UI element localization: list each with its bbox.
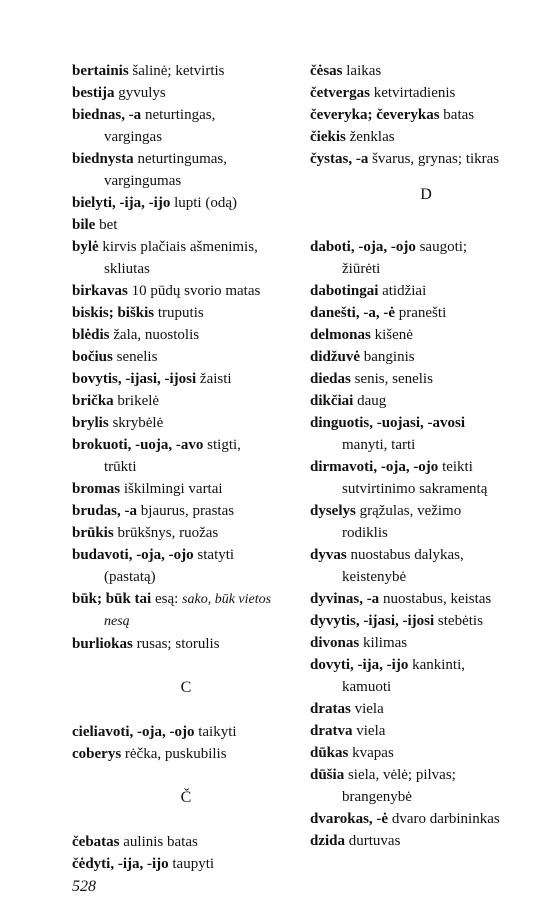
- dictionary-entry: [72, 743, 300, 765]
- headword: bielyti, -ija, -ijo: [72, 195, 171, 211]
- definition: neturtingas,: [144, 107, 216, 123]
- headword: čėsas: [310, 63, 343, 79]
- headword: delmonas: [310, 327, 371, 343]
- headword: dovyti, -ija, -ijo: [310, 657, 409, 673]
- definition: taupyti: [172, 856, 215, 872]
- definition-continued: rodiklis: [342, 525, 388, 541]
- headword: dinguotis, -uojasi, -avosi: [310, 415, 466, 431]
- definition-continued: skliutas: [104, 261, 150, 277]
- definition: taikyti: [198, 724, 237, 740]
- definition-continued: keistenybė: [342, 569, 407, 585]
- headword: biednysta: [72, 151, 134, 167]
- definition: brūkšnys, ruožas: [117, 525, 219, 541]
- definition-continued: kamuoti: [342, 679, 392, 695]
- definition: kankinti,: [412, 657, 465, 673]
- dictionary-entry: [72, 302, 300, 324]
- headword: brūkis: [72, 525, 114, 541]
- dictionary-entry: [72, 82, 300, 104]
- headword: dratva: [310, 723, 353, 739]
- headword: danešti, -a, -ė: [310, 305, 395, 321]
- definition: kišenė: [374, 327, 413, 343]
- dictionary-entry: [310, 456, 542, 500]
- dictionary-entry: [310, 808, 542, 830]
- headword: birkavas: [72, 283, 128, 299]
- definition-continued: vargingumas: [104, 173, 182, 189]
- headword: čebatas: [72, 834, 120, 850]
- headword: didžuvė: [310, 349, 361, 365]
- example-continued: nesą: [104, 614, 130, 629]
- headword: čiekis: [310, 129, 346, 145]
- dictionary-entry: [72, 478, 300, 500]
- right-column: [310, 60, 542, 852]
- dictionary-entry: [72, 104, 300, 148]
- dictionary-entry: [310, 280, 542, 302]
- section-heading-d: D: [420, 186, 432, 203]
- headword: biednas, -a: [72, 107, 142, 123]
- headword: dabotingai: [310, 283, 379, 299]
- dictionary-entry: [310, 324, 542, 346]
- definition: daug: [357, 393, 387, 409]
- dictionary-entry: [310, 698, 542, 720]
- definition: statyti: [197, 547, 235, 563]
- definition: laikas: [346, 63, 382, 79]
- dictionary-entry: [310, 610, 542, 632]
- definition-continued: sutvirtinimo sakramentą: [342, 481, 488, 497]
- definition: pranešti: [398, 305, 447, 321]
- page-number: 528: [72, 878, 96, 895]
- headword: čėdyti, -ija, -ijo: [72, 856, 169, 872]
- headword: dikčiai: [310, 393, 354, 409]
- definition: atidžiai: [382, 283, 427, 299]
- dictionary-entry: [310, 302, 542, 324]
- headword: bile: [72, 217, 96, 233]
- dictionary-entry: [72, 60, 300, 82]
- definition: kirvis plačiais ašmenimis,: [102, 239, 258, 255]
- definition: neturtingumas,: [137, 151, 228, 167]
- headword: bočius: [72, 349, 113, 365]
- definition: kilimas: [362, 635, 408, 651]
- dictionary-entry: [310, 544, 542, 588]
- definition: siela, vėlė; pilvas;: [347, 767, 456, 783]
- entries-d: [310, 236, 542, 852]
- dictionary-entry: [72, 853, 300, 875]
- dictionary-entry: [72, 192, 300, 214]
- definition: viela: [354, 701, 384, 717]
- headword: daboti, -oja, -ojo: [310, 239, 416, 255]
- headword: brokuoti, -uoja, -avo: [72, 437, 204, 453]
- definition: dvaro darbininkas: [391, 811, 500, 827]
- dictionary-entry: [310, 830, 542, 852]
- definition-continued: trūkti: [104, 459, 137, 475]
- headword: burliokas: [72, 636, 133, 652]
- definition-continued: žiūrėti: [342, 261, 381, 277]
- definition: stigti,: [207, 437, 241, 453]
- dictionary-entry: [310, 500, 542, 544]
- definition-continued: vargingas: [104, 129, 163, 145]
- headword: dzida: [310, 833, 346, 849]
- dictionary-entry: [72, 721, 300, 743]
- entries-b: [72, 60, 300, 655]
- headword: dratas: [310, 701, 351, 717]
- dictionary-entry: [72, 412, 300, 434]
- headword: bromas: [72, 481, 121, 497]
- definition: rusas; storulis: [136, 636, 220, 652]
- definition: esą:: [154, 591, 179, 607]
- headword: coberys: [72, 746, 122, 762]
- definition: banginis: [363, 349, 415, 365]
- headword: dvarokas, -ė: [310, 811, 389, 827]
- headword: cieliavoti, -oja, -ojo: [72, 724, 195, 740]
- dictionary-entry: [72, 324, 300, 346]
- definition: gyvulys: [118, 85, 166, 101]
- dictionary-entry: [72, 434, 300, 478]
- headword: četvergas: [310, 85, 370, 101]
- headword: dūšia: [310, 767, 345, 783]
- section-heading-ch: Č: [180, 789, 192, 806]
- definition: šalinė; ketvirtis: [132, 63, 225, 79]
- dictionary-entry: [310, 148, 542, 170]
- dictionary-entry: [310, 742, 542, 764]
- dictionary-entry: [72, 148, 300, 192]
- entries-ch: [72, 831, 300, 875]
- definition: viela: [356, 723, 386, 739]
- headword: budavoti, -oja, -ojo: [72, 547, 194, 563]
- definition: 10 pūdų svorio matas: [131, 283, 261, 299]
- definition: švarus, grynas; tikras: [372, 151, 500, 167]
- definition: lupti (odą): [174, 195, 237, 211]
- headword: bestija: [72, 85, 115, 101]
- entries-c: [72, 721, 300, 765]
- dictionary-entry: [310, 236, 542, 280]
- dictionary-entry: [72, 522, 300, 544]
- example: sako, būk vietos: [182, 592, 272, 607]
- dictionary-entry: [72, 500, 300, 522]
- dictionary-entry: [310, 104, 542, 126]
- dictionary-entry: [310, 412, 542, 456]
- definition-continued: brangenybė: [342, 789, 412, 805]
- headword: bovytis, -ijasi, -ijosi: [72, 371, 197, 387]
- definition: durtuvas: [348, 833, 401, 849]
- left-column: [72, 60, 300, 875]
- definition: ketvirtadienis: [373, 85, 456, 101]
- definition: teikti: [442, 459, 473, 475]
- headword: dyvytis, -ijasi, -ijosi: [310, 613, 435, 629]
- definition: grąžulas, vežimo: [359, 503, 462, 519]
- dictionary-entry: [310, 368, 542, 390]
- definition-continued: manyti, tarti: [342, 437, 416, 453]
- definition: skrybėlė: [112, 415, 164, 431]
- dictionary-entry: [310, 654, 542, 698]
- dictionary-entry: [310, 588, 542, 610]
- definition: bet: [99, 217, 118, 233]
- headword: bertainis: [72, 63, 129, 79]
- dictionary-entry: [72, 831, 300, 853]
- dictionary-entry: [310, 82, 542, 104]
- dictionary-entry: [72, 236, 300, 280]
- dictionary-entry: [72, 588, 300, 633]
- definition: aulinis batas: [123, 834, 198, 850]
- definition: kvapas: [352, 745, 394, 761]
- entries-ch-continued: [310, 60, 542, 170]
- definition: brikelė: [117, 393, 160, 409]
- headword: dyvinas, -a: [310, 591, 380, 607]
- dictionary-entry: [310, 764, 542, 808]
- definition: bjaurus, prastas: [140, 503, 235, 519]
- headword: dyselys: [310, 503, 356, 519]
- headword: dūkas: [310, 745, 349, 761]
- definition: truputis: [157, 305, 204, 321]
- headword: brička: [72, 393, 114, 409]
- definition: stebėtis: [437, 613, 483, 629]
- dictionary-entry: [72, 280, 300, 302]
- definition: batas: [443, 107, 475, 123]
- dictionary-entry: [310, 60, 542, 82]
- definition: ženklas: [349, 129, 395, 145]
- dictionary-entry: [72, 346, 300, 368]
- dictionary-entry: [72, 633, 300, 655]
- dictionary-entry: [310, 390, 542, 412]
- definition: žaisti: [199, 371, 232, 387]
- headword: dyvas: [310, 547, 347, 563]
- headword: čeveryka; čeverykas: [310, 107, 440, 123]
- definition: rėčka, puskubilis: [124, 746, 227, 762]
- headword: divonas: [310, 635, 360, 651]
- definition: iškilmingi vartai: [123, 481, 223, 497]
- definition: senelis: [116, 349, 158, 365]
- headword: bylė: [72, 239, 99, 255]
- headword: brudas, -a: [72, 503, 138, 519]
- definition: saugoti;: [419, 239, 468, 255]
- headword: dirmavoti, -oja, -ojo: [310, 459, 439, 475]
- headword: brylis: [72, 415, 109, 431]
- dictionary-entry: [72, 214, 300, 236]
- headword: čystas, -a: [310, 151, 369, 167]
- headword: būk; būk tai: [72, 591, 152, 607]
- definition: senis, senelis: [354, 371, 433, 387]
- dictionary-entry: [310, 126, 542, 148]
- dictionary-entry: [310, 720, 542, 742]
- dictionary-entry: [72, 390, 300, 412]
- dictionary-entry: [72, 544, 300, 588]
- headword: diedas: [310, 371, 351, 387]
- definition: žala, nuostolis: [113, 327, 200, 343]
- definition: nuostabus dalykas,: [350, 547, 464, 563]
- section-heading-c: C: [180, 679, 192, 696]
- definition: nuostabus, keistas: [382, 591, 492, 607]
- dictionary-entry: [72, 368, 300, 390]
- definition-continued: (pastatą): [104, 569, 156, 585]
- dictionary-entry: [310, 346, 542, 368]
- headword: biskis; biškis: [72, 305, 155, 321]
- headword: blėdis: [72, 327, 110, 343]
- dictionary-entry: [310, 632, 542, 654]
